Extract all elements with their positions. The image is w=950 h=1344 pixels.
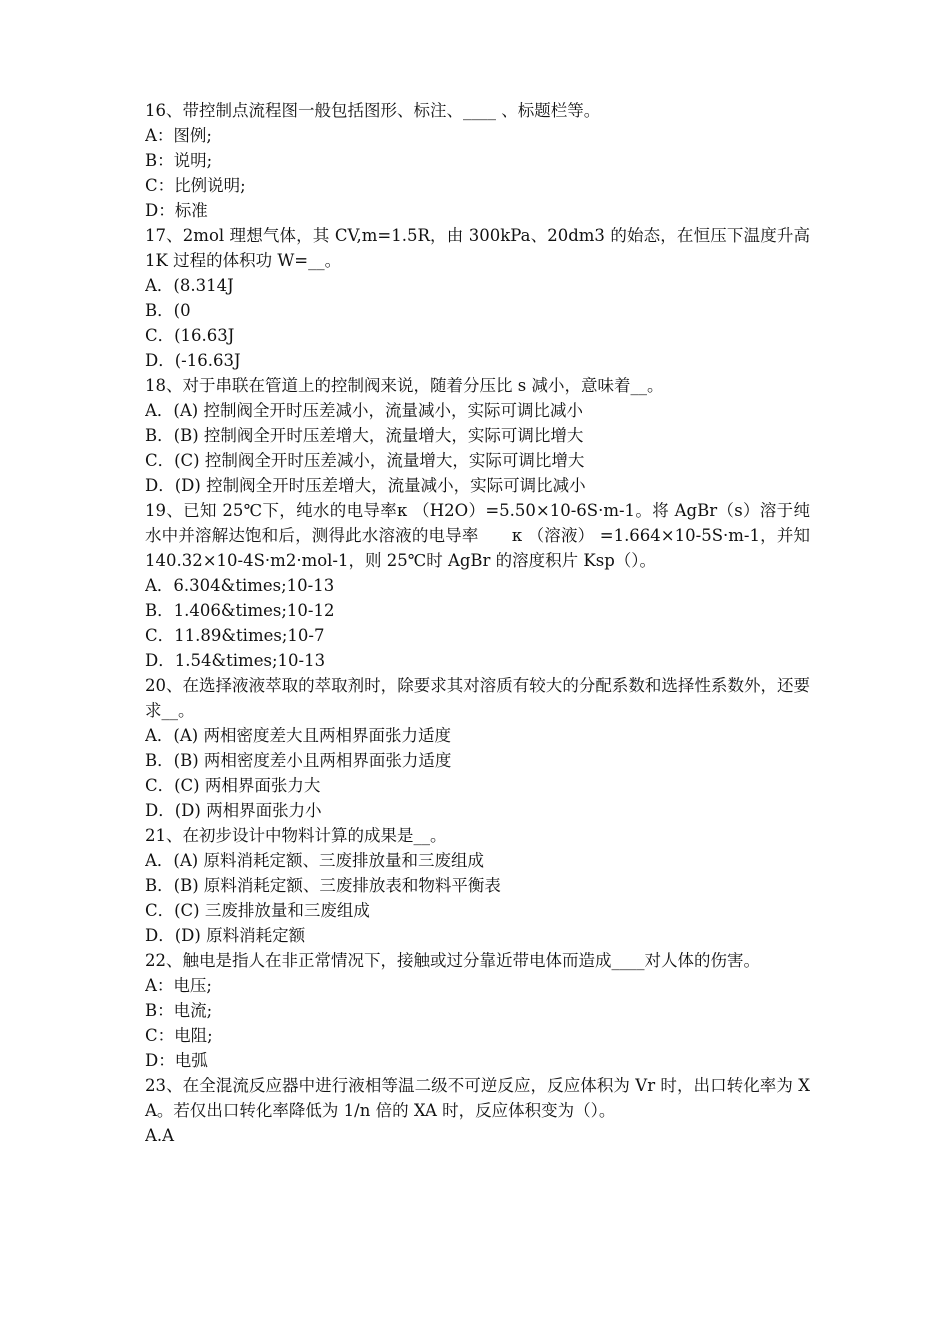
option-a: A．(8.314J — [145, 276, 234, 295]
question-text: 18、对于串联在管道上的控制阀来说，随着分压比 s 减小，意味着__。 — [145, 376, 664, 395]
question-text: 23、在全混流反应器中进行液相等温二级不可逆反应，反应体积为 Vr 时，出口转化率为 XA。若仅出口转化率降低为 1/n 倍的 XA 时，反应体积变为（）。 — [145, 1076, 810, 1120]
option-d: D：电弧 — [145, 1051, 208, 1070]
option-b: B：电流; — [145, 1001, 213, 1020]
option-d: D．(D) 两相界面张力小 — [145, 801, 322, 820]
option-c: C：电阻; — [145, 1026, 213, 1045]
option-d: D．1.54&times;10-13 — [145, 651, 326, 670]
question-text: 16、带控制点流程图一般包括图形、标注、____ 、标题栏等。 — [145, 101, 601, 120]
option-a: A．(A) 两相密度差大且两相界面张力适度 — [145, 726, 451, 745]
option-d: D．(-16.63J — [145, 351, 241, 370]
option-b: B．1.406&times;10-12 — [145, 601, 335, 620]
question-text: 21、在初步设计中物料计算的成果是__。 — [145, 826, 447, 845]
option-b: B．(0 — [145, 301, 191, 320]
document-page — [145, 98, 810, 1148]
option-c: C．(C) 三废排放量和三废组成 — [145, 901, 370, 920]
question-text: 17、2mol 理想气体，其 CV,m=1.5R，由 300kPa、20dm3 的始态，在恒压下温度升高 1K 过程的体积功 W=__。 — [145, 226, 810, 270]
question-18 — [145, 373, 810, 498]
option-b: B：说明; — [145, 151, 213, 170]
option-a: A：电压; — [145, 976, 212, 995]
option-c: C．11.89&times;10-7 — [145, 626, 325, 645]
question-16 — [145, 98, 810, 223]
question-text: 22、触电是指人在非正常情况下，接触或过分靠近带电体而造成____对人体的伤害。 — [145, 951, 760, 970]
question-17 — [145, 223, 810, 373]
option-d: D．(D) 原料消耗定额 — [145, 926, 306, 945]
question-23 — [145, 1073, 810, 1148]
option-a: A．(A) 控制阀全开时压差减小，流量减小，实际可调比减小 — [145, 401, 583, 420]
option-a: A：图例; — [145, 126, 212, 145]
question-21 — [145, 823, 810, 948]
option-b: B．(B) 原料消耗定额、三废排放表和物料平衡表 — [145, 876, 501, 895]
question-19 — [145, 498, 810, 673]
question-20 — [145, 673, 810, 823]
option-c: C．(C) 两相界面张力大 — [145, 776, 321, 795]
option-a: A．6.304&times;10-13 — [145, 576, 335, 595]
question-text: 20、在选择液液萃取的萃取剂时，除要求其对溶质有较大的分配系数和选择性系数外，还要求__。 — [145, 676, 810, 720]
option-b: B．(B) 控制阀全开时压差增大，流量增大，实际可调比增大 — [145, 426, 584, 445]
option-c: C．(16.63J — [145, 326, 235, 345]
option-a: A．(A) 原料消耗定额、三废排放量和三废组成 — [145, 851, 484, 870]
option-d: D．(D) 控制阀全开时压差增大，流量减小，实际可调比减小 — [145, 476, 586, 495]
option-c: C：比例说明; — [145, 176, 246, 195]
question-22 — [145, 948, 810, 1073]
option-b: B．(B) 两相密度差小且两相界面张力适度 — [145, 751, 452, 770]
option-d: D：标准 — [145, 201, 208, 220]
question-text: 19、已知 25℃下，纯水的电导率κ （H2O）=5.50×10-6S·m-1。将 AgBr（s）溶于纯水中并溶解达饱和后，测得此水溶液的电导率 κ （溶液） =1.664×10-5S·m-1，并知 140.32×10-4S·m2·mol-1，则 25℃时 AgBr 的溶度积片 Ksp（）。 — [145, 501, 810, 570]
option-a: A.A — [145, 1126, 175, 1145]
option-c: C．(C) 控制阀全开时压差减小，流量增大，实际可调比增大 — [145, 451, 585, 470]
